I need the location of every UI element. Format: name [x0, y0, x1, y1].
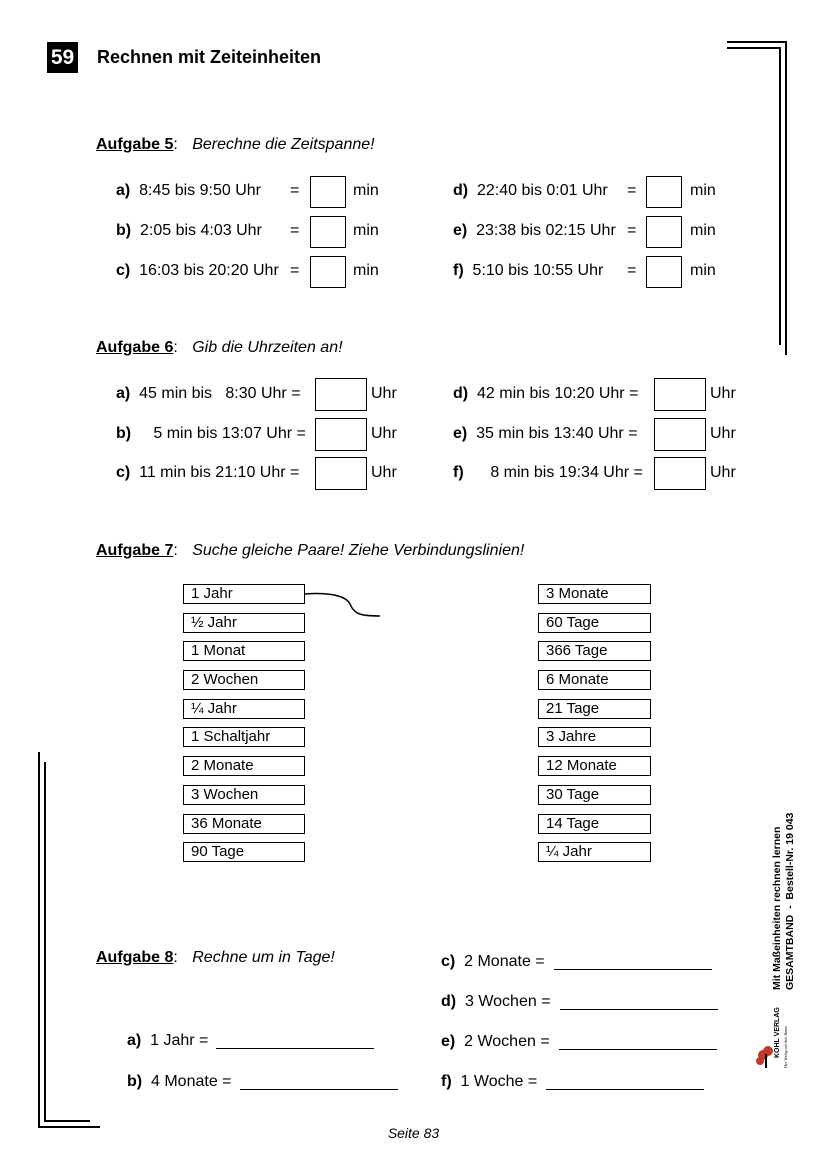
- side-order-number: GESAMTBAND - Bestell-Nr. 19 043: [784, 812, 796, 990]
- task5-instruction: Berechne die Zeitspanne!: [192, 136, 375, 153]
- task6-unit-a: Uhr: [371, 385, 397, 402]
- worksheet-number: 59: [47, 42, 78, 73]
- page-title: Rechnen mit Zeiteinheiten: [97, 47, 322, 67]
- pair-right-item[interactable]: 3 Jahre: [538, 727, 651, 747]
- task5-answer-box-b[interactable]: [310, 216, 346, 248]
- task6-answer-box-c[interactable]: [315, 457, 367, 490]
- pair-left-item[interactable]: ½ Jahr: [183, 613, 305, 633]
- task8-answer-line-d[interactable]: [560, 1008, 718, 1010]
- task5-answer-box-f[interactable]: [646, 256, 682, 288]
- task8-answer-line-e[interactable]: [559, 1048, 717, 1050]
- task5-eq-d: =: [627, 182, 637, 199]
- task6-answer-box-b[interactable]: [315, 418, 367, 451]
- task6-item-f: f) 8 min bis 19:34 Uhr =: [453, 464, 643, 481]
- task5-answer-box-e[interactable]: [646, 216, 682, 248]
- example-connection-line: [304, 593, 380, 616]
- task5-heading: Aufgabe 5: Berechne die Zeitspanne!: [96, 136, 375, 153]
- task8-item-c: c) 2 Monate =: [441, 953, 545, 970]
- side-book-title: Mit Maßeinheiten rechnen lernen: [771, 826, 783, 990]
- task5-unit-a: min: [353, 182, 379, 199]
- task6-item-d: d) 42 min bis 10:20 Uhr =: [453, 385, 639, 402]
- task7-heading: Aufgabe 7: Suche gleiche Paare! Ziehe Verbindungslinien!: [96, 542, 525, 559]
- publisher-logo: [755, 1002, 795, 1072]
- page-number: Seite 83: [387, 1125, 440, 1141]
- task6-item-a: a) 45 min bis 8:30 Uhr =: [116, 385, 301, 402]
- task5-item-c: c) 16:03 bis 20:20 Uhr: [116, 262, 279, 279]
- task8-label: Aufgabe 8: [96, 949, 174, 966]
- task5-item-e: e) 23:38 bis 02:15 Uhr: [453, 222, 616, 239]
- task6-unit-b: Uhr: [371, 425, 397, 442]
- task6-unit-e: Uhr: [710, 425, 736, 442]
- task5-unit-b: min: [353, 222, 379, 239]
- task8-answer-line-a[interactable]: [216, 1047, 374, 1049]
- task6-unit-c: Uhr: [371, 464, 397, 481]
- pair-left-item[interactable]: 36 Monate: [183, 814, 305, 834]
- task5-answer-box-a[interactable]: [310, 176, 346, 208]
- task8-answer-line-b[interactable]: [240, 1088, 398, 1090]
- pair-right-item[interactable]: 60 Tage: [538, 613, 651, 633]
- task6-heading: Aufgabe 6: Gib die Uhrzeiten an!: [96, 339, 343, 356]
- task5-item-a: a) 8:45 bis 9:50 Uhr: [116, 182, 261, 199]
- pair-right-item[interactable]: ¼ Jahr: [538, 842, 651, 862]
- task5-eq-b: =: [290, 222, 300, 239]
- task5-answer-box-c[interactable]: [310, 256, 346, 288]
- pair-right-item[interactable]: 366 Tage: [538, 641, 651, 661]
- task8-item-d: d) 3 Wochen =: [441, 993, 551, 1010]
- pair-right-item[interactable]: 12 Monate: [538, 756, 651, 776]
- task5-item-d: d) 22:40 bis 0:01 Uhr: [453, 182, 608, 199]
- pair-left-item[interactable]: 90 Tage: [183, 842, 305, 862]
- task5-item-b: b) 2:05 bis 4:03 Uhr: [116, 222, 262, 239]
- task8-answer-line-f[interactable]: [546, 1088, 704, 1090]
- pair-right-item[interactable]: 6 Monate: [538, 670, 651, 690]
- task8-instruction: Rechne um in Tage!: [192, 949, 335, 966]
- task6-unit-f: Uhr: [710, 464, 736, 481]
- task5-unit-c: min: [353, 262, 379, 279]
- pair-right-item[interactable]: 3 Monate: [538, 584, 651, 604]
- task5-unit-f: min: [690, 262, 716, 279]
- task8-heading: Aufgabe 8: Rechne um in Tage!: [96, 949, 335, 966]
- task6-answer-box-f[interactable]: [654, 457, 706, 490]
- pair-left-item[interactable]: ¼ Jahr: [183, 699, 305, 719]
- task5-eq-a: =: [290, 182, 300, 199]
- task5-unit-e: min: [690, 222, 716, 239]
- task6-item-e: e) 35 min bis 13:40 Uhr =: [453, 425, 638, 442]
- task5-answer-box-d[interactable]: [646, 176, 682, 208]
- task5-eq-f: =: [627, 262, 637, 279]
- pair-left-item[interactable]: 1 Schaltjahr: [183, 727, 305, 747]
- task7-instruction: Suche gleiche Paare! Ziehe Verbindungslinien!: [192, 542, 525, 559]
- task5-unit-d: min: [690, 182, 716, 199]
- task5-eq-e: =: [627, 222, 637, 239]
- pair-left-item[interactable]: 2 Monate: [183, 756, 305, 776]
- task6-unit-d: Uhr: [710, 385, 736, 402]
- pair-left-item[interactable]: 2 Wochen: [183, 670, 305, 690]
- task7-right-column: [538, 584, 651, 862]
- task8-item-b: b) 4 Monate =: [127, 1073, 232, 1090]
- task8-item-e: e) 2 Wochen =: [441, 1033, 550, 1050]
- logo-text: KOHL VERLAG: [774, 1007, 781, 1058]
- task6-item-b: b) 5 min bis 13:07 Uhr =: [116, 425, 306, 442]
- task6-label: Aufgabe 6: [96, 339, 174, 356]
- pair-right-item[interactable]: 14 Tage: [538, 814, 651, 834]
- task8-item-f: f) 1 Woche =: [441, 1073, 538, 1090]
- task5-eq-c: =: [290, 262, 300, 279]
- task6-instruction: Gib die Uhrzeiten an!: [192, 339, 343, 356]
- task8-item-a: a) 1 Jahr =: [127, 1032, 209, 1049]
- task5-item-f: f) 5:10 bis 10:55 Uhr: [453, 262, 604, 279]
- task6-answer-box-a[interactable]: [315, 378, 367, 411]
- task6-answer-box-e[interactable]: [654, 418, 706, 451]
- task7-left-column: [183, 584, 305, 862]
- task6-item-c: c) 11 min bis 21:10 Uhr =: [116, 464, 300, 481]
- task7-label: Aufgabe 7: [96, 542, 174, 559]
- pair-left-item[interactable]: 3 Wochen: [183, 785, 305, 805]
- pair-right-item[interactable]: 21 Tage: [538, 699, 651, 719]
- task5-label: Aufgabe 5: [96, 136, 174, 153]
- logo-tagline: Der Verlag mit dem Baum: [783, 1026, 788, 1068]
- task8-answer-line-c[interactable]: [554, 968, 712, 970]
- pair-right-item[interactable]: 30 Tage: [538, 785, 651, 805]
- pair-left-item[interactable]: 1 Jahr: [183, 584, 305, 604]
- pair-left-item[interactable]: 1 Monat: [183, 641, 305, 661]
- task6-answer-box-d[interactable]: [654, 378, 706, 411]
